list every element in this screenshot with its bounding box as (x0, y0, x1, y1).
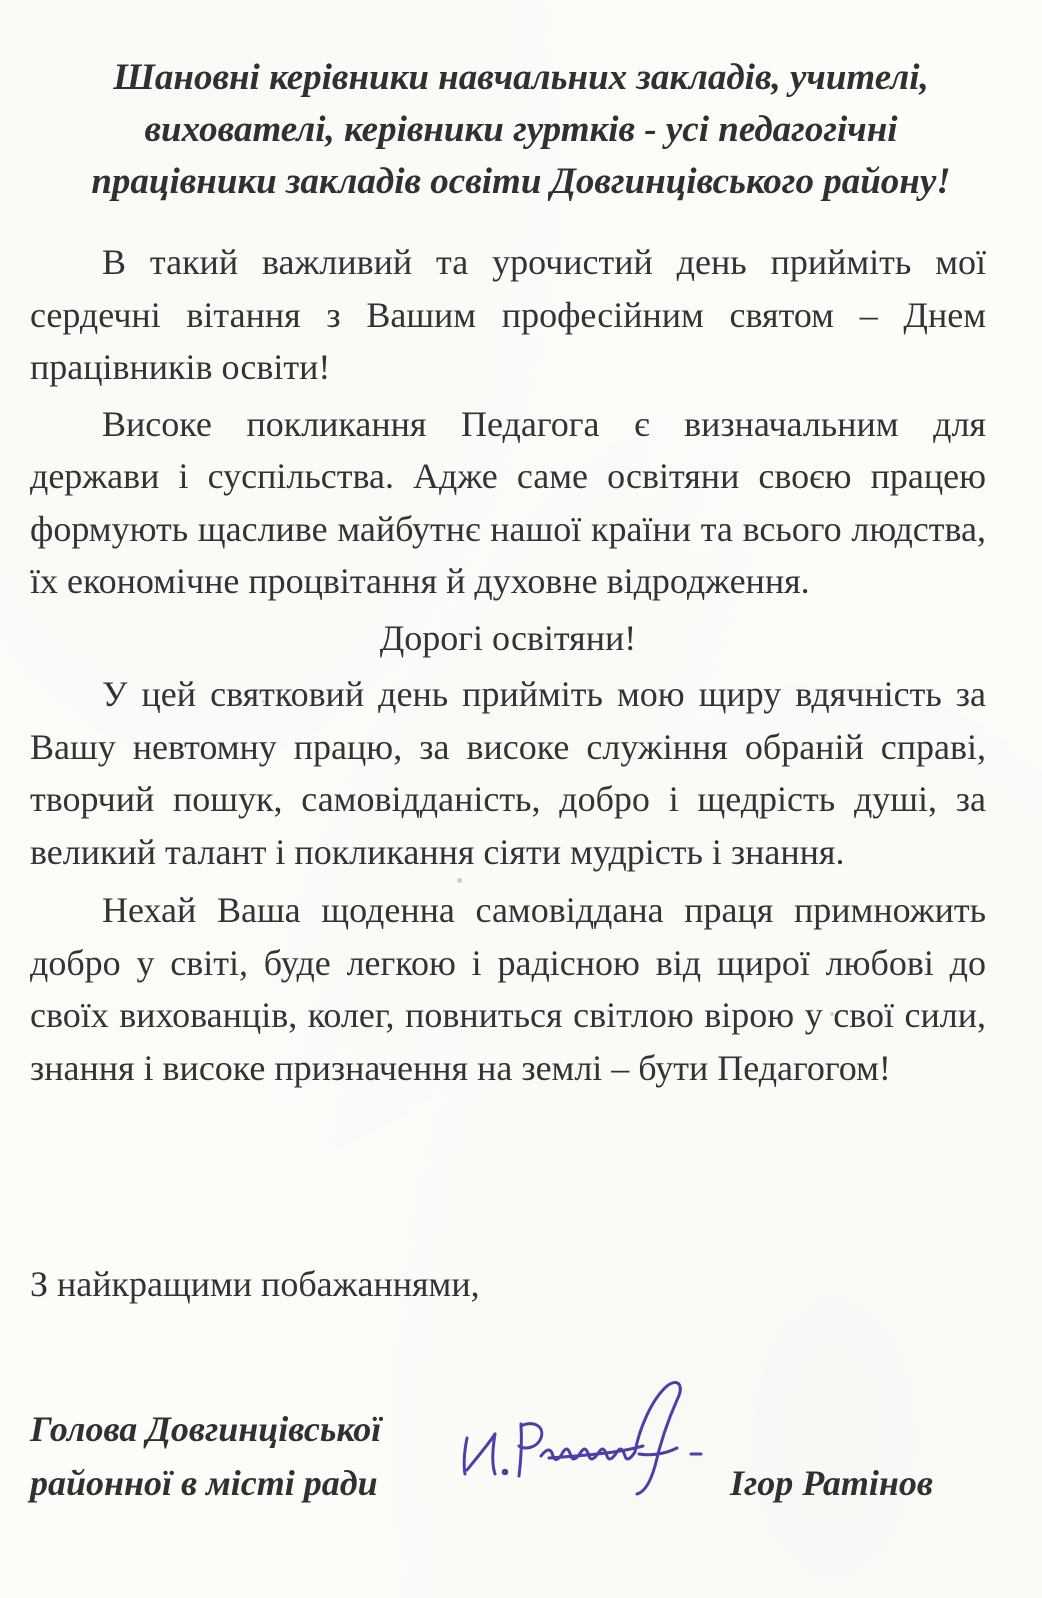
paper-speck (830, 1012, 834, 1016)
signatory-title-line-2: районної в місті ради (30, 1463, 378, 1503)
paragraph-gratitude: У цей святковий день прийміть мою щиру вдячність за Вашу невтомну працю, за високе служіння обраній справі, творчий пошук, самовідданість, добро і щедрість душі, за великий талант і покликання сіяти мудрість і знання. (30, 674, 986, 872)
paragraph-calling: Високе покликання Педагога є визначальним для держави і суспільства. Адже саме освітяни своєю працею формують щасливе майбутнє нашої країни та всього людства, їх економічне процвітання й духовне відродження. (30, 403, 986, 601)
signatory-title-line-1: Голова Довгинцівської (30, 1409, 382, 1449)
letter-heading (28, 52, 1014, 208)
paper-speck (262, 700, 265, 703)
heading-line-2: вихователі, керівники гуртків - усі педагогічні (144, 109, 898, 150)
heading-line-3: працівники закладів освіти Довгинцівського району! (91, 161, 951, 202)
paper-speck (457, 878, 462, 883)
paragraph-greeting: В такий важливий та урочистий день прийміть мої сердечні вітання з Вашим професійним святом – Днем працівників освіти! (30, 242, 986, 387)
handwritten-signature (455, 1370, 730, 1500)
letter-body (30, 236, 986, 1094)
signatory-title (30, 1402, 381, 1510)
heading-line-1: Шановні керівники навчальних закладів, учителі, (113, 57, 929, 98)
salutation: Дорогі освітяни! (379, 617, 637, 658)
paragraph-wishes: Нехай Ваша щоденна самовіддана праця примножить добро у світі, буде легкою і радісною від щирої любові до своїх вихованців, колег, повниться світлою вірою у свої сили, знання і високе призначення на землі – бути Педагогом! (30, 890, 986, 1088)
closing-line: З найкращими побажаннями, (30, 1264, 480, 1304)
signatory-name: Ігор Ратінов (730, 1463, 933, 1503)
